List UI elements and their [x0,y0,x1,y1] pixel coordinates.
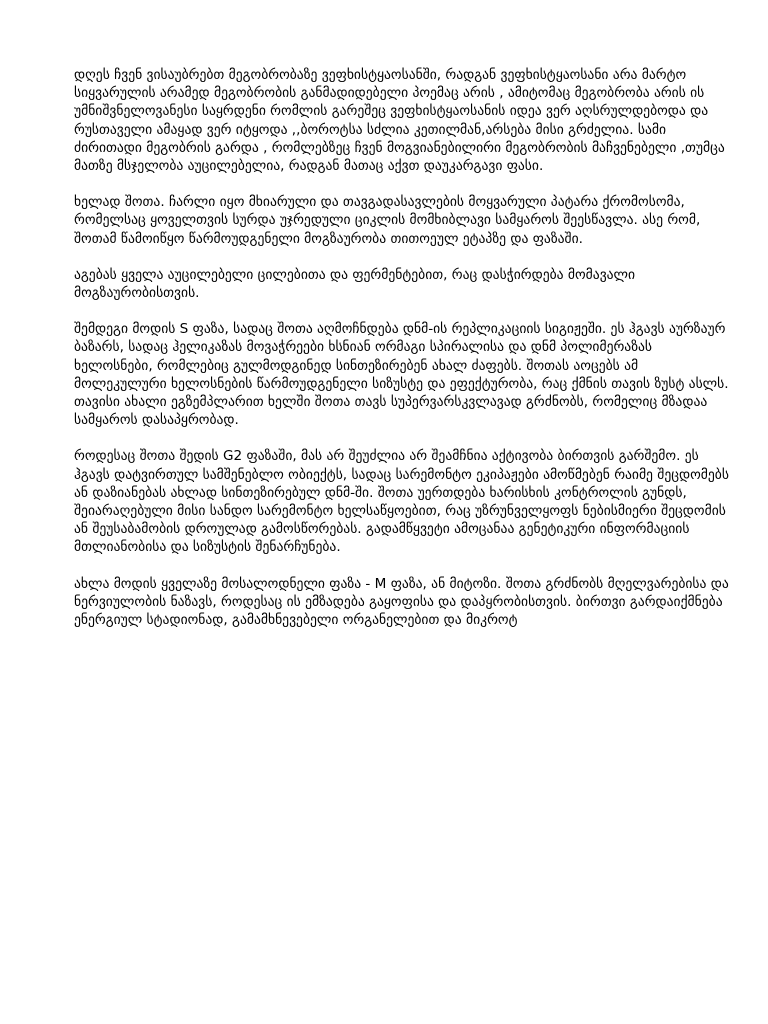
paragraph-g2-phase: როდესაც შოთა შედის G2 ფაზაში, მას არ შეუძლია არ შეამჩნია აქტივობა ბირთვის გარშემო. ეს ჰგავს დატვირთულ სამშენებლო ობიექტს, სადაც სარემონტო ეკიპაჟები ამოწმებენ რაიმე შეცდომებს ან დაზიანებას ახლად სინთეზირებულ დნმ-ში. შოთა უერთდება ხარისხის კონტროლის გუნდს, შეიარაღებული მისი სანდო სარემონტო ხელსაწყოებით, რაც უზრუნველყოფს ნებისმიერი შეცდომის ან შეუსაბამობის დროულად გამოსწორებას. გადამწყვეტი ამოცანაა გენეტიკური ინფორმაციის მთლიანობისა და სიზუსტის შენარჩუნება. [74,448,729,556]
document-page [74,66,730,647]
paragraph-shota-intro: ხელად შოთა. ჩარლი იყო მხიარული და თავგადასავლების მოყვარული პატარა ქრომოსომა, რომელსაც ყოველთვის სურდა უჯრედული ციკლის მომხიბლავი სამყაროს შეესწავლა. ასე რომ, შოთამ წამოიწყო წარმოუდგენელი მოგზაურობა თითოეულ ეტაპზე და ფაზაში. [74,194,701,247]
paragraph-building: აგებას ყველა აუცილებელი ცილებითა და ფერმენტებით, რაც დასჭირდება მომავალი მოგზაურობისთვის. [74,266,636,302]
paragraph-s-phase: შემდეგი მოდის S ფაზა, სადაც შოთა აღმოჩნდება დნმ-ის რეპლიკაციის სიგიჟეში. ეს ჰგავს აურზაურ ბაზარს, სადაც ჰელიკაზას მოვაჭრეები ხსნიან ორმაგი სპირალისა და დნმ პოლიმერაზას ხელოსნები, რომლებიც გულმოდგინედ სინთეზირებენ ახალ ძაფებს. შოთას აოცებს ამ მოლეკულური ხელოსნების წარმოუდგენელი სიზუსტე და ეფექტურობა, რაც ქმნის თავის ზუსტ ასლს. თავისი ახალი ეგზემპლარით ხელში შოთა თავს სუპერვარსკვლავად გრძნობს, რომელიც მზადაა სამყაროს დასაპყრობად. [74,321,729,429]
paragraph-m-phase: ახლა მოდის ყველაზე მოსალოდნელი ფაზა - M ფაზა, ან მიტოზი. შოთა გრძნობს მღელვარებისა და ნერვიულობის ნაზავს, როდესაც ის ემზადება გაყოფისა და დაპყრობისთვის. ბირთვი გარდაიქმნება ენერგიულ სტადიონად, გამამხნევებელი ორგანელებით და მიკროტ [74,575,729,629]
paragraph-intro: დღეს ჩვენ ვისაუბრებთ მეგობრობაზე ვეფხისტყაოსანში, რადგან ვეფხისტყაოსანი არა მარტო სიყვარულის არამედ მეგობრობის განმადიდებელი პოემაც არის , ამიტომაც მეგობრობა არის ის უმნიშვნელოვანესი საყრდენი რომლის გარეშეც ვეფხისტყაოსანის იდეა ვერ აღსრულდებოდა და რუსთაველი ამაყად ვერ იტყოდა ,,ბოროტსა სძლია კეთილმან,არსება მისი გრძელია. სამი ძირითადი მეგობრის გარდა , რომლებზეც ჩვენ მოგვიანებილირი მეგობრობის მაჩვენებელი ,თუმცა მათზე მსჯელობა აუცილებელია, რადგან მათაც აქვთ დაუკარგავი ფასი. [74,67,725,175]
